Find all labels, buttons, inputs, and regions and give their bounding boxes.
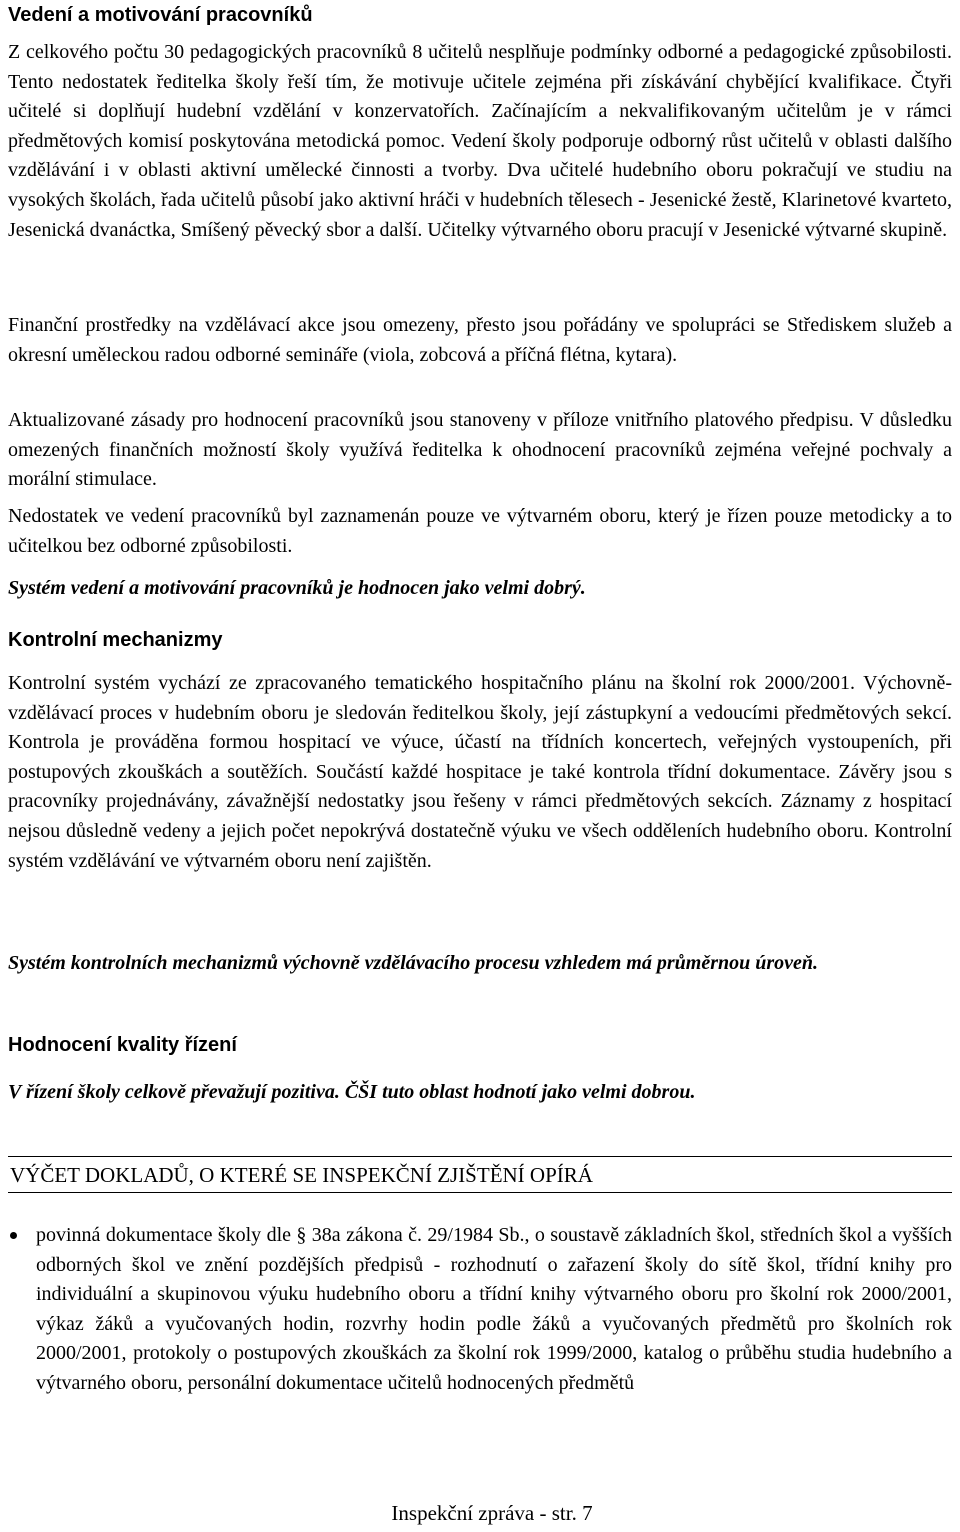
list-item-text: povinná dokumentace školy dle § 38a zákona č. 29/1984 Sb., o soustavě základních škol, středních škol a vyšších odborných škol ve znění pozdějších předpisů - rozhodnutí o zařazení školy do sítě škol, třídní knihy pro individuální a skupinovou výuku hudebního oboru a třídní knihy výtvarného oboru pro školní rok 2000/2001, výkaz žáků a vyučovaných hodin, rozvrhy hodin podle žáků a vyučovaných předmětů pro školních rok 2000/2001, protokoly o postupových zkouškách za školní rok 1999/2000, katalog o průběhu studia hudebního a výtvarného oboru, personální dokumentace učitelů hodnocených předmětů [36, 1224, 952, 1394]
verdict-kontrolni [8, 949, 952, 979]
page-footer [8, 1500, 952, 1526]
section-heading-kontrolni: Kontrolní mechanizmy [8, 629, 223, 651]
verdict-text: Systém kontrolních mechanizmů výchovně vzdělávacího procesu vzhledem má průměrnou úroveň. [8, 952, 819, 974]
paragraph-text: Kontrolní systém vychází ze zpracovaného tematického hospitačního plánu na školní rok 2000/2001. Výchovně-vzdělávací proces v hudebním oboru je sledován ředitelkou školy, její zástupkyní a vedoucími předmětových sekcí. Kontrola je prováděna formou hospitací ve výuce, účastí na třídních koncertech, veřejných vystoupeních, při postupových zkouškách a soutěžích. Součástí každé hospitace je také kontrola třídní dokumentace. Závěry jsou s pracovníky projednávány, závažnější nedostatky jsou řešeny v rámci předmětových sekcích. Záznamy z hospitací nejsou důsledně vedeny a jejich počet nepokrývá dostatečně výuku ve všech odděleních hudebního oboru. Kontrolní systém vzdělávání ve výtvarném oboru není zajištěn. [8, 672, 952, 872]
section-heading-doklady [8, 1156, 952, 1193]
paragraph-vedeni-4 [8, 502, 952, 561]
list-item [8, 1221, 952, 1399]
paragraph-vedeni-2 [8, 311, 952, 370]
paragraph-kontrolni-1 [8, 669, 952, 876]
verdict-vedeni [8, 574, 952, 604]
paragraph-vedeni-1 [8, 38, 952, 245]
verdict-text: Systém vedení a motivování pracovníků je hodnocen jako velmi dobrý. [8, 577, 586, 599]
paragraph-text: Aktualizované zásady pro hodnocení pracovníků jsou stanoveny v příloze vnitřního platového předpisu. V důsledku omezených finančních možností školy využívá ředitelka k ohodnocení pracovníků zejména veřejné pochvaly a morální stimulace. [8, 409, 952, 491]
verdict-text: V řízení školy celkově převažují pozitiva. ČŠI tuto oblast hodnotí jako velmi dobrou. [8, 1081, 696, 1103]
verdict-hodnoceni [8, 1078, 952, 1108]
section-heading-vedeni: Vedení a motivování pracovníků [8, 4, 313, 26]
paragraph-text: Finanční prostředky na vzdělávací akce jsou omezeny, přesto jsou pořádány ve spolupráci se Střediskem služeb a okresní uměleckou radou odborné semináře (viola, zobcová a příčná flétna, kytara). [8, 314, 952, 366]
bullet-icon [10, 1232, 17, 1239]
paragraph-vedeni-3 [8, 406, 952, 495]
section-heading-hodnoceni: Hodnocení kvality řízení [8, 1034, 237, 1056]
page-number-label: Inspekční zpráva - str. 7 [391, 1501, 593, 1525]
paragraph-text: Nedostatek ve vedení pracovníků byl zaznamenán pouze ve výtvarném oboru, který je řízen pouze metodicky a to učitelkou bez odborné způsobilosti. [8, 505, 952, 557]
section-heading-doklady-text: VÝČET DOKLADŮ, O KTERÉ SE INSPEKČNÍ ZJIŠTĚNÍ OPÍRÁ [10, 1163, 593, 1187]
paragraph-text: Z celkového počtu 30 pedagogických pracovníků 8 učitelů nesplňuje podmínky odborné a pedagogické způsobilosti. Tento nedostatek ředitelka školy řeší tím, že motivuje učitele zejména při získávání chybějící kvalifikace. Čtyři učitelé si doplňují hudební vzdělání v konzervatořích. Začínajícím a nekvalifikovaným učitelům je v rámci předmětových komisí poskytována metodická pomoc. Vedení školy podporuje odborný růst učitelů v oblasti dalšího vzdělávání i v oblasti aktivní umělecké činnosti a tvorby. Dva učitelé hudebního oboru pokračují ve studiu na vysokých školách, řada učitelů působí jako aktivní hráči v hudebních tělesech - Jesenické žestě, Klarinetové kvarteto, Jesenická dvanáctka, Smíšený pěvecký sbor a další. Učitelky výtvarného oboru pracují v Jesenické výtvarné skupině. [8, 41, 952, 241]
